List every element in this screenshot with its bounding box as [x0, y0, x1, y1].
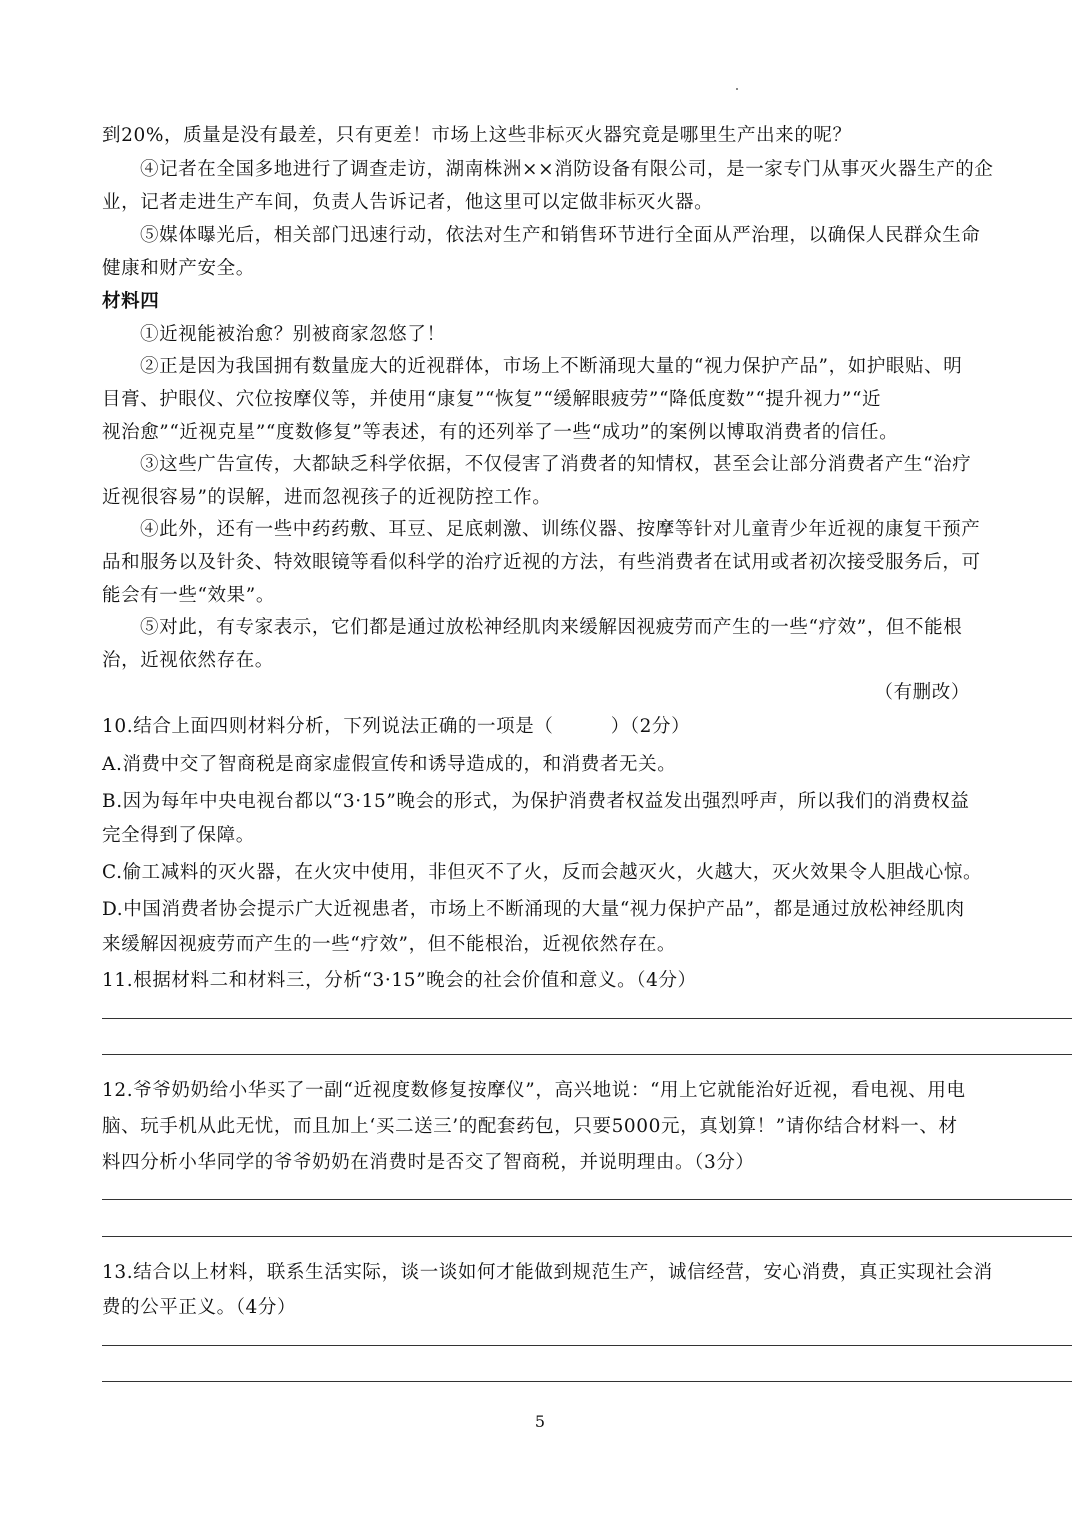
question-12-stem: 12.爷爷奶奶给小华买了一副“近视度数修复按摩仪”，高兴地说：“用上它就能治好近视，看电视、用电 [102, 1080, 966, 1101]
answer-line[interactable] [102, 1236, 1072, 1237]
material4-paragraph-3-cont: 近视很容易”的误解，进而忽视孩子的近视防控工作。 [102, 487, 552, 508]
question-10-option-b: B.因为每年中央电视台都以“3·15”晚会的形式，为保护消费者权益发出强烈呼声，所以我们的消费权益 [102, 791, 970, 812]
question-10-option-b-cont: 完全得到了保障。 [102, 825, 255, 846]
material4-paragraph-5-cont: 治，近视依然存在。 [102, 650, 274, 671]
material4-paragraph-4-cont: 能会有一些“效果”。 [102, 585, 275, 606]
answer-line[interactable] [102, 1018, 1072, 1019]
answer-line[interactable] [102, 1054, 1072, 1055]
material3-line: 到20%，质量是没有最差，只有更差！市场上这些非标灭火器究竟是哪里生产出来的呢？ [102, 125, 852, 146]
question-10-option-d: D.中国消费者协会提示广大近视患者，市场上不断涌现的大量“视力保护产品”，都是通过放松神经肌肉 [102, 899, 965, 920]
question-10-option-a: A.消费中交了智商税是商家虚假宣传和诱导造成的，和消费者无关。 [102, 754, 677, 775]
material4-paragraph-3: ③这些广告宣传，大都缺乏科学依据，不仅侵害了消费者的知情权，甚至会让部分消费者产生“治疗 [140, 454, 972, 475]
question-12-stem-cont: 脑、玩手机从此无忧，而且加上‘买二送三’的配套药包，只要5000元，真划算！”请你结合材料一、材 [102, 1116, 958, 1137]
material3-paragraph-5: ⑤媒体曝光后，相关部门迅速行动，依法对生产和销售环节进行全面从严治理，以确保人民群众生命 [140, 225, 981, 246]
question-10-option-c: C.偷工减料的灭火器，在火灾中使用，非但灭不了火，反而会越灭火，火越大，灭火效果令人胆战心惊。 [102, 862, 983, 883]
material4-heading: 材料四 [102, 291, 160, 312]
material4-paragraph-2-cont: 目膏、护眼仪、穴位按摩仪等，并使用“康复”“恢复”“缓解眼疲劳”“降低度数”“提升视力”“近 [102, 389, 882, 410]
question-10-stem: 10.结合上面四则材料分析，下列说法正确的一项是（ ）（2分） [102, 716, 691, 737]
material3-paragraph-5-cont: 健康和财产安全。 [102, 258, 255, 279]
answer-line[interactable] [102, 1199, 1072, 1200]
material4-paragraph-4: ④此外，还有一些中药药敷、耳豆、足底刺激、训练仪器、按摩等针对儿童青少年近视的康复干预产 [140, 519, 981, 540]
source-note: （有删改） [874, 682, 970, 703]
question-10-option-d-cont: 来缓解因视疲劳而产生的一些“疗效”，但不能根治，近视依然存在。 [102, 934, 677, 955]
material4-paragraph-4-cont: 品和服务以及针灸、特效眼镜等看似科学的治疗近视的方法，有些消费者在试用或者初次接受服务后，可 [102, 552, 981, 573]
answer-line[interactable] [102, 1345, 1072, 1346]
question-12-stem-cont: 料四分析小华同学的爷爷奶奶在消费时是否交了智商税，并说明理由。（3分） [102, 1152, 755, 1173]
material4-paragraph-2: ②正是因为我国拥有数量庞大的近视群体，市场上不断涌现大量的“视力保护产品”，如护眼贴、明 [140, 356, 963, 377]
material3-paragraph-4-cont: 业，记者走进生产车间，负责人告诉记者，他这里可以定做非标灭火器。 [102, 192, 714, 213]
material4-paragraph-2-cont: 视治愈”“近视克星”“度数修复”等表述，有的还列举了一些“成功”的案例以博取消费者的信任。 [102, 422, 899, 443]
page-number: 5 [534, 1412, 546, 1431]
material4-paragraph-1: ①近视能被治愈？别被商家忽悠了！ [140, 324, 446, 345]
scan-speck [736, 88, 738, 90]
material3-paragraph-4: ④记者在全国多地进行了调查走访，湖南株洲××消防设备有限公司，是一家专门从事灭火器生产的企 [140, 159, 994, 180]
question-11-stem: 11.根据材料二和材料三，分析“3·15”晚会的社会价值和意义。（4分） [102, 970, 697, 991]
material4-paragraph-5: ⑤对此，有专家表示，它们都是通过放松神经肌肉来缓解因视疲劳而产生的一些“疗效”，但不能根 [140, 617, 963, 638]
question-13-stem: 13.结合以上材料，联系生活实际，谈一谈如何才能做到规范生产，诚信经营，安心消费，真正实现社会消 [102, 1262, 993, 1283]
answer-line[interactable] [102, 1381, 1072, 1382]
question-13-stem-cont: 费的公平正义。（4分） [102, 1297, 297, 1318]
